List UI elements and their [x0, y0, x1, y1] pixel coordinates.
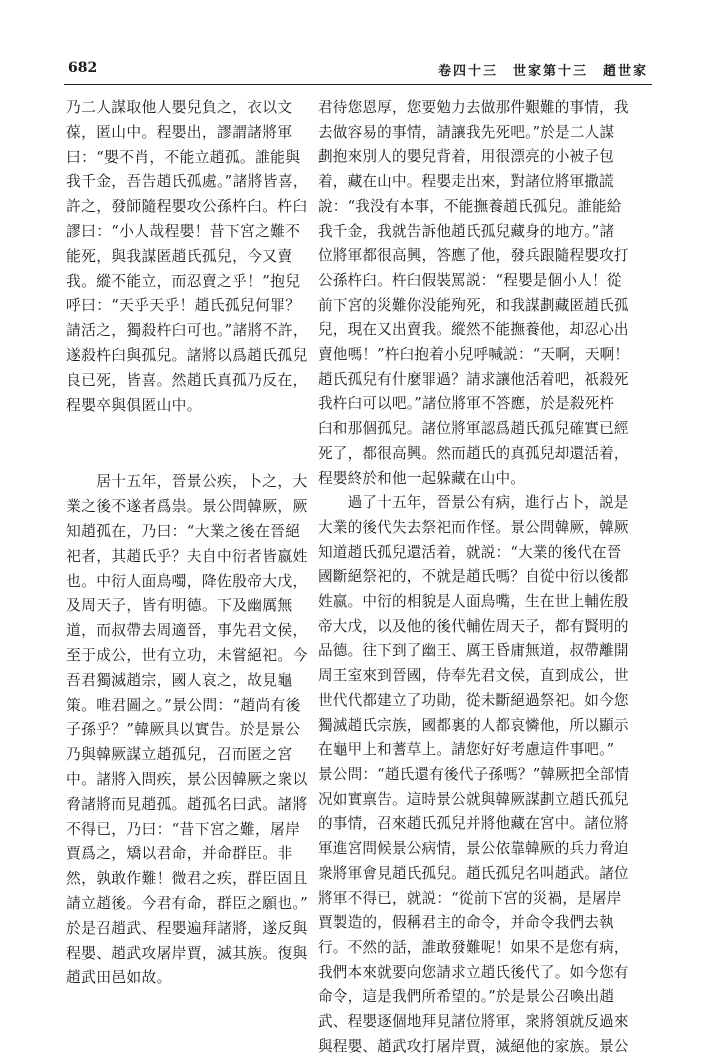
- page-header: [68, 60, 648, 82]
- text-line: 於是召趙武、程嬰遍拜諸將，遂反與: [66, 919, 308, 937]
- text-line: 我。縱不能立，而忍賣之乎！”抱兒: [66, 272, 301, 290]
- text-line: 周王室來到晉國，侍奉先君文侯，直到成公，世: [318, 667, 629, 685]
- text-line: 君待您恩厚，您要勉力去做那件艱難的事情，我: [318, 99, 629, 116]
- text-line: 許之，發師隨程嬰攻公孫杵臼。杵臼: [66, 198, 308, 216]
- text-line: 良已死，皆喜。然趙氏真孤乃反在，: [66, 371, 308, 389]
- text-line: 說：“我没有本事，不能撫養趙氏孤兒。誰能給: [318, 197, 622, 215]
- text-line: 過了十五年，晉景公有病，進行占卜，説是: [318, 494, 629, 512]
- text-line: 吾君獨滅趙宗，國人哀之，故見龜: [66, 671, 293, 689]
- text-line: 景公問：“趙氏還有後代子孫嗎？”韓厥把全部情: [318, 765, 630, 783]
- text-line: 武、程嬰逐個地拜見諸位將軍，衆將領就反過來: [318, 1013, 629, 1031]
- text-line: 劃抱來別人的嬰兒背着，用很漂亮的小被子包: [318, 148, 614, 166]
- text-line: 賣他嗎！”杵臼抱着小兒呼喊説：“天啊，天啊！: [318, 346, 630, 364]
- text-line: 業之後不遂者爲祟。景公問韓厥，厥: [66, 498, 308, 516]
- text-line: 也。中衍人面鳥噣，降佐殷帝大戊，: [66, 572, 308, 590]
- text-line: 居十五年，晉景公疾，卜之，大: [66, 473, 308, 491]
- text-line: 道，而叔帶去周適晉，事先君文侯，: [66, 622, 308, 640]
- text-line: 與程嬰、趙武攻打屠岸賈，滅絕他的家族。景公: [318, 1037, 629, 1055]
- text-line: 着，藏在山中。程嬰走出來，對諸位將軍撒謊: [318, 173, 614, 191]
- text-line: 我們本來就要向您請求立趙氏後代了。如今您有: [318, 963, 629, 981]
- page-number: 682: [68, 60, 98, 76]
- original-paragraph-1: [66, 96, 310, 418]
- text-line: 况如實禀告。這時景公就與韓厥謀劃立趙氏孤兒: [318, 790, 629, 808]
- original-text-column: [66, 96, 310, 986]
- text-line: 世代代都建立了功勛，從未斷絕過祭祀。如今您: [318, 691, 629, 709]
- text-line: 請立趙後。今君有命，群臣之願也。”: [66, 894, 309, 912]
- text-line: 然，孰敢作難！微君之疾，群臣固且: [66, 870, 308, 888]
- text-line: 帝大戊，以及他的後代輔佐周天子，都有賢明的: [318, 617, 629, 635]
- text-line: 知道趙氏孤兒還活着，就説：“大業的後代在晉: [318, 543, 622, 561]
- text-line: 死了，都很高興。然而趙氏的真孤兒却還活着，: [318, 444, 629, 462]
- text-line: 大業的後代失去祭祀而作怪。景公問韓厥，韓厥: [318, 518, 629, 536]
- text-line: 至于成公，世有立功，未嘗絕祀。今: [66, 646, 308, 664]
- text-line: 軍進宮問候景公病情，景公依靠韓厥的兵力脅迫: [318, 840, 629, 858]
- text-line: 葆，匿山中。程嬰出，謬謂諸將軍: [66, 123, 293, 141]
- running-head: 卷四十三 世家第十三 趙世家: [437, 64, 648, 79]
- text-line: 我千金，我就告訴他趙氏孤兒藏身的地方。”諸: [318, 222, 615, 240]
- text-line: 我杵臼可以吧。”諸位將軍不答應，於是殺死杵: [318, 395, 615, 413]
- text-line: 曰：“嬰不肖，不能立趙孤。誰能與: [66, 148, 301, 166]
- text-line: 位將軍都很高興，答應了他，發兵跟隨程嬰攻打: [318, 247, 629, 265]
- original-paragraph-2: [66, 470, 310, 991]
- paragraph-gap: [66, 444, 310, 470]
- text-line: 脅諸將而見趙孤。趙孤名曰武。諸將: [66, 795, 308, 813]
- text-line: 趙氏孤兒有什麼罪過？請求讓他活着吧，祇殺死: [318, 370, 629, 388]
- header-rule: [64, 84, 652, 85]
- translation-column: [318, 96, 650, 1055]
- text-line: 趙武田邑如故。: [66, 969, 172, 987]
- text-line: 去做容易的事情，請讓我先死吧。”於是二人謀: [318, 123, 615, 141]
- text-line: 子孫乎？”韓厥具以實告。於是景公: [66, 721, 301, 739]
- text-line: 程嬰、趙武攻屠岸賈，滅其族。復與: [66, 944, 308, 962]
- text-line: 前下宮的災難你没能殉死，和我謀劃藏匿趙氏孤: [318, 296, 629, 314]
- text-line: 公孫杵臼。杵臼假裝罵説：“程嬰是個小人！從: [318, 271, 622, 289]
- text-line: 命令，這是我們所希望的。”於是景公召喚出趙: [318, 988, 615, 1006]
- text-line: 國斷絕祭祀的，不就是趙氏嗎？自從中衍以後都: [318, 568, 629, 586]
- text-line: 姓嬴。中衍的相貌是人面鳥嘴，生在世上輔佐殷: [318, 593, 629, 611]
- text-line: 臼和那個孤兒。諸位將軍認爲趙氏孤兒確實已經: [318, 420, 629, 438]
- text-line: 兒，現在又出賣我。縱然不能撫養他，却忍心出: [318, 321, 629, 339]
- text-line: 行。不然的話，誰敢發難呢！如果不是您有病，: [318, 938, 629, 956]
- text-line: 謬曰：“小人哉程嬰！昔下宮之難不: [66, 222, 301, 240]
- text-line: 中。諸將入問疾，景公因韓厥之衆以: [66, 770, 308, 788]
- text-line: 程嬰終於和他一起躲藏在山中。: [318, 469, 526, 487]
- text-line: 衆將軍會見趙氏孤兒。趙氏孤兒名叫趙武。諸位: [318, 864, 629, 882]
- paragraph-gap: [66, 418, 310, 444]
- text-line: 將軍不得已，就説：“從前下宮的災禍，是屠岸: [318, 889, 622, 907]
- text-line: 呼曰：“天乎天乎！趙氏孤兒何罪？: [66, 297, 301, 315]
- text-line: 在龜甲上和蓍草上。請您好好考慮這件事吧。”: [318, 741, 615, 759]
- text-line: 我千金，吾告趙氏孤處。”諸將皆喜，: [66, 173, 309, 191]
- text-line: 程嬰卒與俱匿山中。: [66, 396, 202, 414]
- text-line: 賈製造的，假稱君主的命令，并命令我們去執: [318, 914, 614, 932]
- text-line: 賈爲之，矯以君命，并命群臣。非: [66, 845, 293, 863]
- text-line: 獨滅趙氏宗族，國都裏的人都哀憐他，所以顯示: [318, 716, 629, 734]
- text-line: 策。唯君圖之。”景公問：“趙尚有後: [66, 696, 301, 714]
- text-line: 品德。往下到了幽王、厲王昏庸無道，叔帶離開: [318, 642, 629, 660]
- text-line: 乃與韓厥謀立趙孤兒，召而匿之宮: [66, 746, 293, 764]
- text-line: 請活之，獨殺杵臼可也。”諸將不許，: [66, 322, 309, 340]
- text-line: 能死，與我謀匿趙氏孤兒，今又賣: [66, 247, 293, 265]
- text-line: 知趙孤在，乃曰：“大業之後在晉絕: [66, 522, 301, 540]
- text-line: 祀者，其趙氏乎？夫自中衍者皆嬴姓: [66, 547, 308, 565]
- text-line: 乃二人謀取他人嬰兒負之，衣以文: [66, 99, 293, 116]
- text-line: 及周天子，皆有明德。下及幽厲無: [66, 597, 293, 615]
- text-line: 遂殺杵臼與孤兒。諸將以爲趙氏孤兒: [66, 346, 308, 364]
- translation-paragraph-1: [318, 96, 650, 491]
- text-line: 的事情，召來趙氏孤兒并將他藏在宮中。諸位將: [318, 815, 629, 833]
- translation-paragraph-2: [318, 491, 650, 1059]
- text-line: 不得已，乃曰：“昔下宮之難，屠岸: [66, 820, 301, 838]
